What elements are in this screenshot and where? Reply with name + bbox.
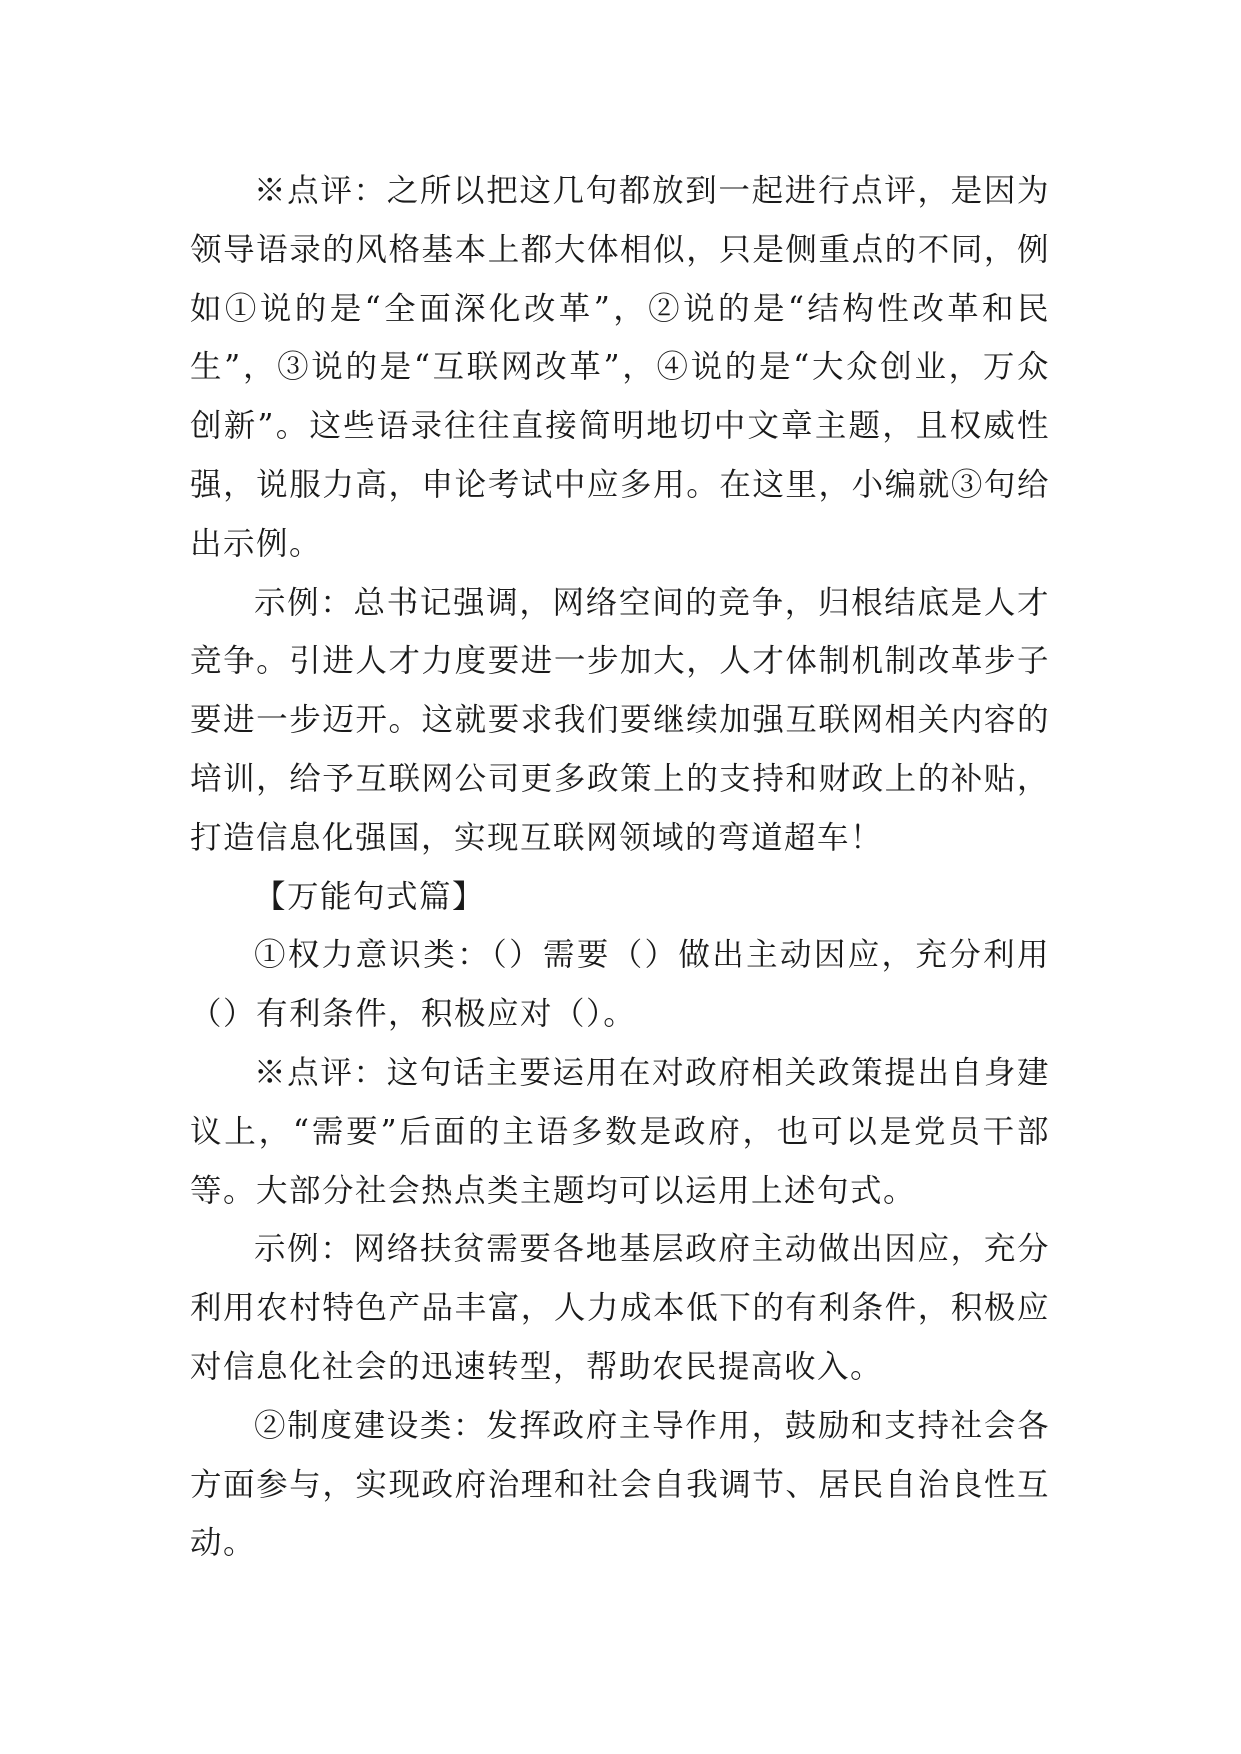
document-page — [190, 162, 1050, 1573]
sentence-pattern-paragraph: ②制度建设类：发挥政府主导作用，鼓励和支持社会各方面参与，实现政府治理和社会自我调节、居民自治良性互动。 — [190, 1407, 1050, 1562]
example-paragraph: 示例：网络扶贫需要各地基层政府主动做出因应，充分利用农村特色产品丰富，人力成本低下的有利条件，积极应对信息化社会的迅速转型，帮助农民提高收入。 — [190, 1231, 1050, 1385]
section-heading: 【万能句式篇】 — [254, 878, 486, 915]
example-paragraph: 示例：总书记强调，网络空间的竞争，归根结底是人才竞争。引进人才力度要进一步加大，人才体制机制改革步子要进一步迈开。这就要求我们要继续加强互联网相关内容的培训，给予互联网公司更多政策上的支持和财政上的补贴，打造信息化强国，实现互联网领域的弯道超车！ — [190, 584, 1050, 856]
commentary-paragraph: ※点评：之所以把这几句都放到一起进行点评，是因为领导语录的风格基本上都大体相似，只是侧重点的不同，例如①说的是“全面深化改革”，②说的是“结构性改革和民生”，③说的是“互联网改革”，④说的是“大众创业，万众创新”。这些语录往往直接简明地切中文章主题，且权威性强，说服力高，申论考试中应多用。在这里，小编就③句给出示例。 — [190, 173, 1050, 562]
sentence-pattern-paragraph: ①权力意识类：（）需要（）做出主动因应，充分利用（）有利条件，积极应对（）。 — [190, 937, 1050, 1033]
commentary-paragraph: ※点评：这句话主要运用在对政府相关政策提出自身建议上，“需要”后面的主语多数是政府，也可以是党员干部等。大部分社会热点类主题均可以运用上述句式。 — [190, 1054, 1050, 1209]
